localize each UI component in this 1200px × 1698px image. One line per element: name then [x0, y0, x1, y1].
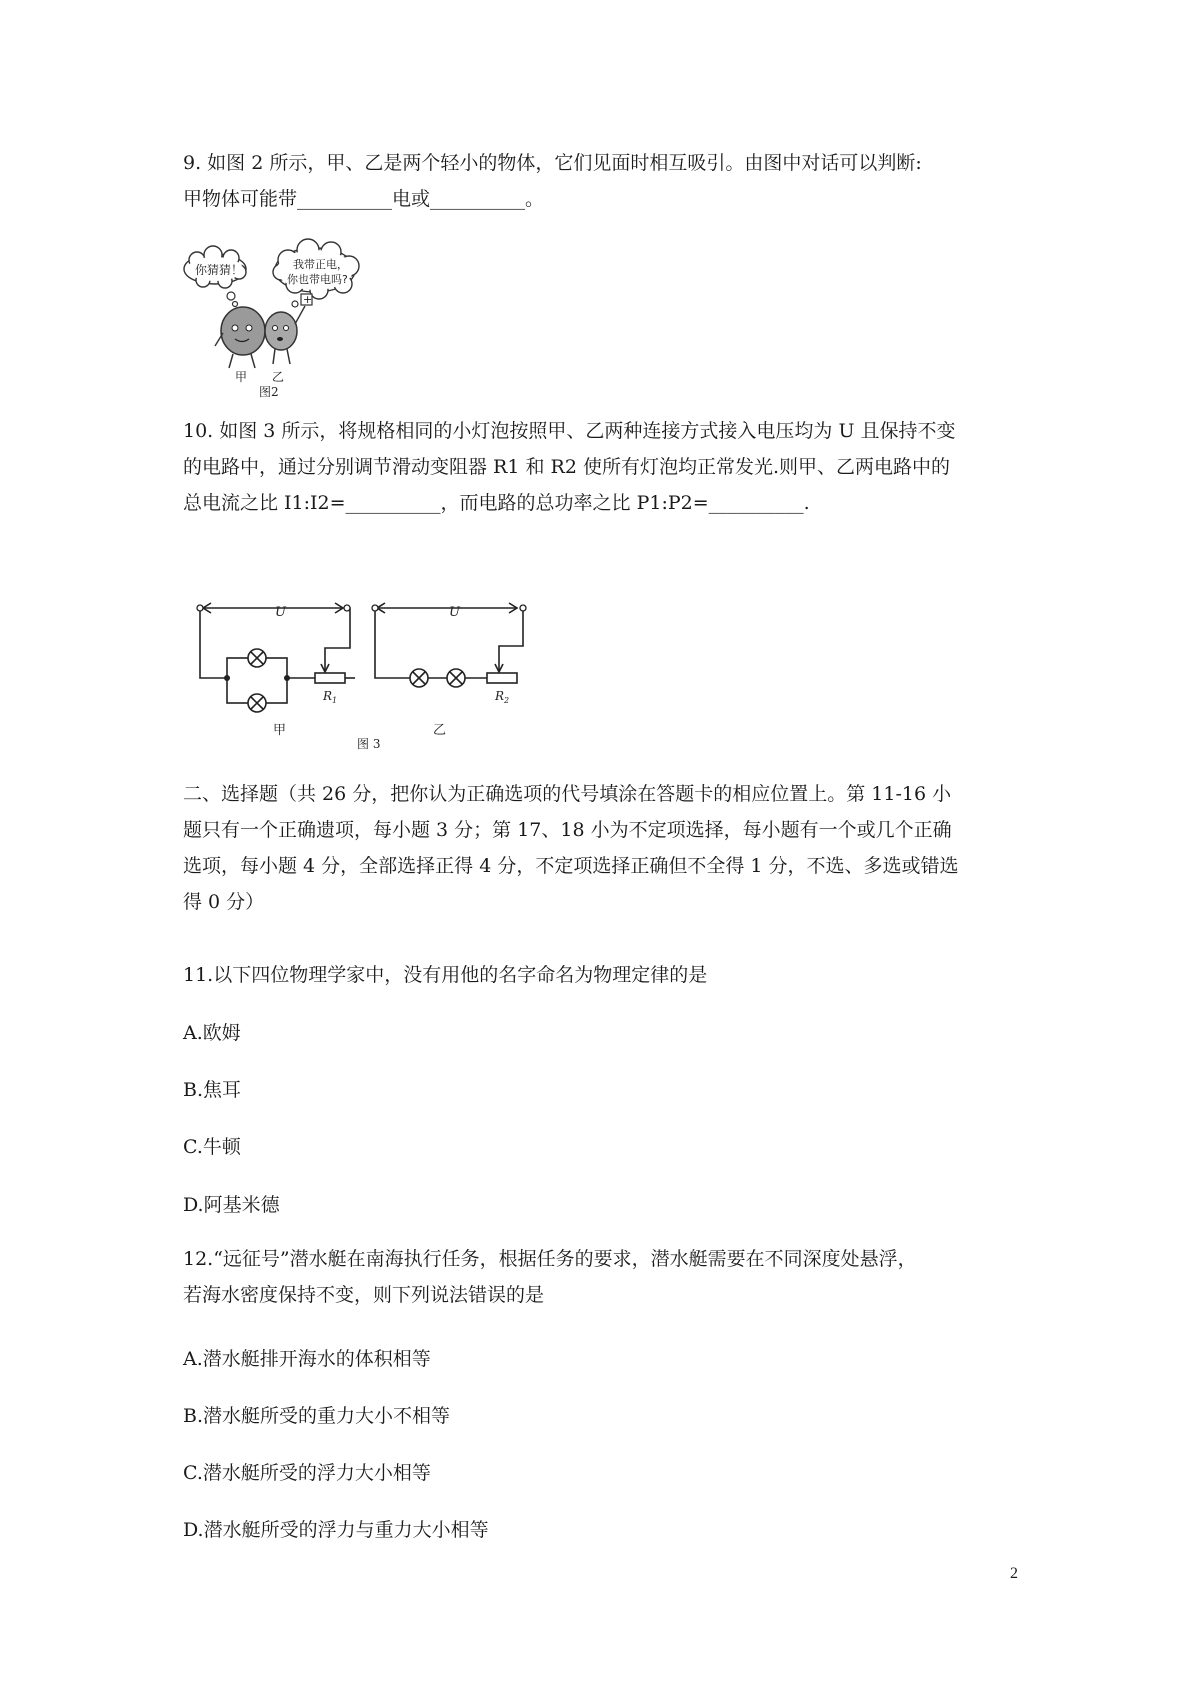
question-12-option-b: B.潜水艇所受的重力大小不相等 [183, 1405, 451, 1427]
page-number: 2 [1010, 1565, 1018, 1582]
thought-dot [227, 292, 235, 300]
question-10-line-1: 10. 如图 3 所示，将规格相同的小灯泡按照甲、乙两种连接方式接入电压均为 U 且保持不变 [183, 420, 956, 442]
junction-dot [224, 675, 230, 681]
question-12-line-1: 12.“远征号”潜水艇在南海执行任务，根据任务的要求，潜水艇需要在不同深度处悬浮， [183, 1248, 917, 1270]
section-2-line-2: 题只有一个正确遗项，每小题 3 分；第 17、18 小为不定项选择，每小题有一个或几个正确 [183, 819, 952, 841]
question-9-line-2: 甲物体可能带__________电或__________。 [183, 188, 545, 210]
resistor-r1-label: $R_1$ [323, 689, 338, 705]
question-12-line-2: 若海水密度保持不变，则下列说法错误的是 [183, 1284, 545, 1306]
terminal [372, 605, 378, 611]
question-11-stem: 11.以下四位物理学家中，没有用他的名字命名为物理定律的是 [183, 964, 708, 986]
figure-3 [195, 598, 540, 763]
question-11-option-c: C.牛顿 [183, 1136, 241, 1158]
question-12-option-c: C.潜水艇所受的浮力大小相等 [183, 1462, 431, 1484]
speech-bubble-right-line-2: 你也带电吗? [287, 273, 348, 286]
label-jia: 甲 [235, 370, 248, 384]
question-9-line-1: 9. 如图 2 所示，甲、乙是两个轻小的物体，它们见面时相互吸引。由图中对话可以判断: [183, 152, 922, 174]
question-12-option-d: D.潜水艇所受的浮力与重力大小相等 [183, 1519, 489, 1541]
figure-2 [183, 238, 403, 398]
question-12-option-a: A.潜水艇排开海水的体积相等 [183, 1348, 431, 1370]
label-yi: 乙 [433, 723, 447, 738]
question-9 [183, 145, 922, 217]
terminal [197, 605, 203, 611]
section-2-line-3: 选项，每小题 4 分，全部选择正得 4 分，不定项选择正确但不全得 1 分，不选、多选或错选 [183, 855, 959, 877]
question-11-option-b: B.焦耳 [183, 1079, 242, 1101]
plus-sign: + [303, 293, 313, 306]
thought-dot [292, 301, 298, 307]
section-2-line-4: 得 0 分） [183, 891, 265, 913]
figure-2-caption: 图2 [259, 385, 279, 398]
speech-bubble-left-text: 你猜猜！ [195, 263, 244, 277]
terminal [520, 605, 526, 611]
label-jia: 甲 [273, 723, 287, 738]
question-10 [183, 413, 956, 521]
voltage-label-right: U [449, 605, 460, 620]
resistor-r2-label: $R_2$ [495, 689, 510, 705]
question-11-option-a: A.欧姆 [183, 1022, 241, 1044]
terminal [344, 605, 350, 611]
speech-bubble-right-line-1: 我带正电， [293, 258, 348, 271]
character-jia [215, 307, 265, 368]
section-2-instructions [183, 776, 959, 920]
figure-3-caption: 图 3 [357, 737, 381, 751]
label-yi: 乙 [272, 370, 285, 384]
thought-dot [233, 302, 238, 307]
question-12-stem [183, 1241, 917, 1313]
question-10-line-3: 总电流之比 I1:I2=__________，而电路的总功率之比 P1:P2=__________. [183, 492, 810, 514]
question-10-line-2: 的电路中，通过分别调节滑动变阻器 R1 和 R2 使所有灯泡均正常发光.则甲、乙两电路中的 [183, 456, 950, 478]
junction-dot [284, 675, 290, 681]
section-2-line-1: 二、选择题（共 26 分，把你认为正确选项的代号填涂在答题卡的相应位置上。第 11-16 小 [183, 783, 952, 805]
voltage-label-left: U [275, 605, 286, 620]
question-11-option-d: D.阿基米德 [183, 1194, 280, 1216]
